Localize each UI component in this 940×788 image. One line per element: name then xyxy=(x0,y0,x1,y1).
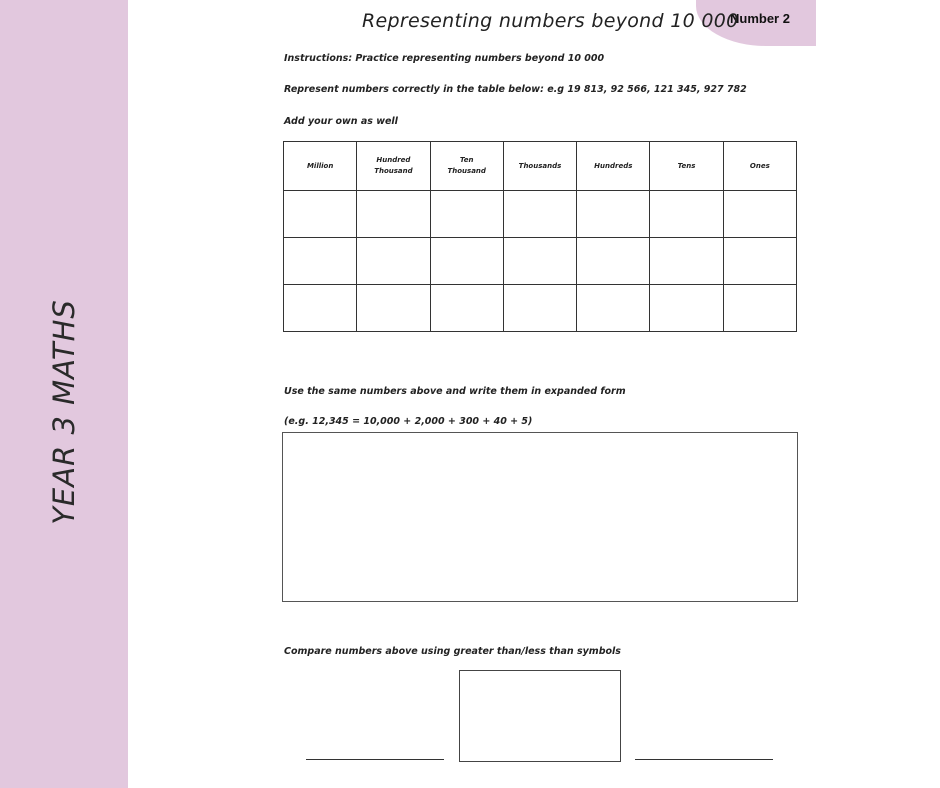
compare-instruction: Compare numbers above using greater than/less than symbols xyxy=(284,646,621,657)
table-cell[interactable] xyxy=(430,285,503,332)
left-number-blank[interactable] xyxy=(306,759,444,760)
table-cell[interactable] xyxy=(284,238,357,285)
year-label: YEAR 3 MATHS xyxy=(47,299,81,525)
table-cell[interactable] xyxy=(650,238,723,285)
number-tag: Number 2 xyxy=(730,11,790,26)
page-title: Representing numbers beyond 10 000 xyxy=(362,10,739,32)
table-header-row xyxy=(284,142,797,191)
header-hundred-thousand: Hundred Thousand xyxy=(357,142,430,191)
expanded-form-example: (e.g. 12,345 = 10,000 + 2,000 + 300 + 40 + 5) xyxy=(284,416,533,427)
table-cell[interactable] xyxy=(577,191,650,238)
table-cell[interactable] xyxy=(430,191,503,238)
compare-symbol-box[interactable] xyxy=(459,670,621,762)
right-number-blank[interactable] xyxy=(635,759,773,760)
table-cell[interactable] xyxy=(430,238,503,285)
table-instruction: Represent numbers correctly in the table below: e.g 19 813, 92 566, 121 345, 927 782 xyxy=(284,84,747,95)
header-ones: Ones xyxy=(723,142,796,191)
table-row xyxy=(284,238,797,285)
table-cell[interactable] xyxy=(284,285,357,332)
table-row xyxy=(284,285,797,332)
header-ten-thousand: Ten Thousand xyxy=(430,142,503,191)
table-cell[interactable] xyxy=(503,238,576,285)
table-cell[interactable] xyxy=(577,238,650,285)
table-cell[interactable] xyxy=(723,238,796,285)
add-own-instruction: Add your own as well xyxy=(284,116,398,127)
expanded-form-instruction: Use the same numbers above and write them in expanded form xyxy=(284,386,626,397)
table-cell[interactable] xyxy=(723,285,796,332)
header-million: Million xyxy=(284,142,357,191)
table-cell[interactable] xyxy=(503,191,576,238)
table-cell[interactable] xyxy=(357,238,430,285)
header-tens: Tens xyxy=(650,142,723,191)
table-cell[interactable] xyxy=(503,285,576,332)
table-cell[interactable] xyxy=(650,285,723,332)
table-cell[interactable] xyxy=(577,285,650,332)
table-cell[interactable] xyxy=(723,191,796,238)
table-row xyxy=(284,191,797,238)
table-cell[interactable] xyxy=(650,191,723,238)
table-cell[interactable] xyxy=(357,285,430,332)
table-cell[interactable] xyxy=(284,191,357,238)
place-value-table xyxy=(283,141,797,332)
side-band xyxy=(0,0,128,788)
expanded-form-answer-box[interactable] xyxy=(282,432,798,602)
table-cell[interactable] xyxy=(357,191,430,238)
instructions-line: Instructions: Practice representing numbers beyond 10 000 xyxy=(284,53,605,64)
header-thousands: Thousands xyxy=(503,142,576,191)
worksheet-page xyxy=(128,0,940,788)
header-hundreds: Hundreds xyxy=(577,142,650,191)
